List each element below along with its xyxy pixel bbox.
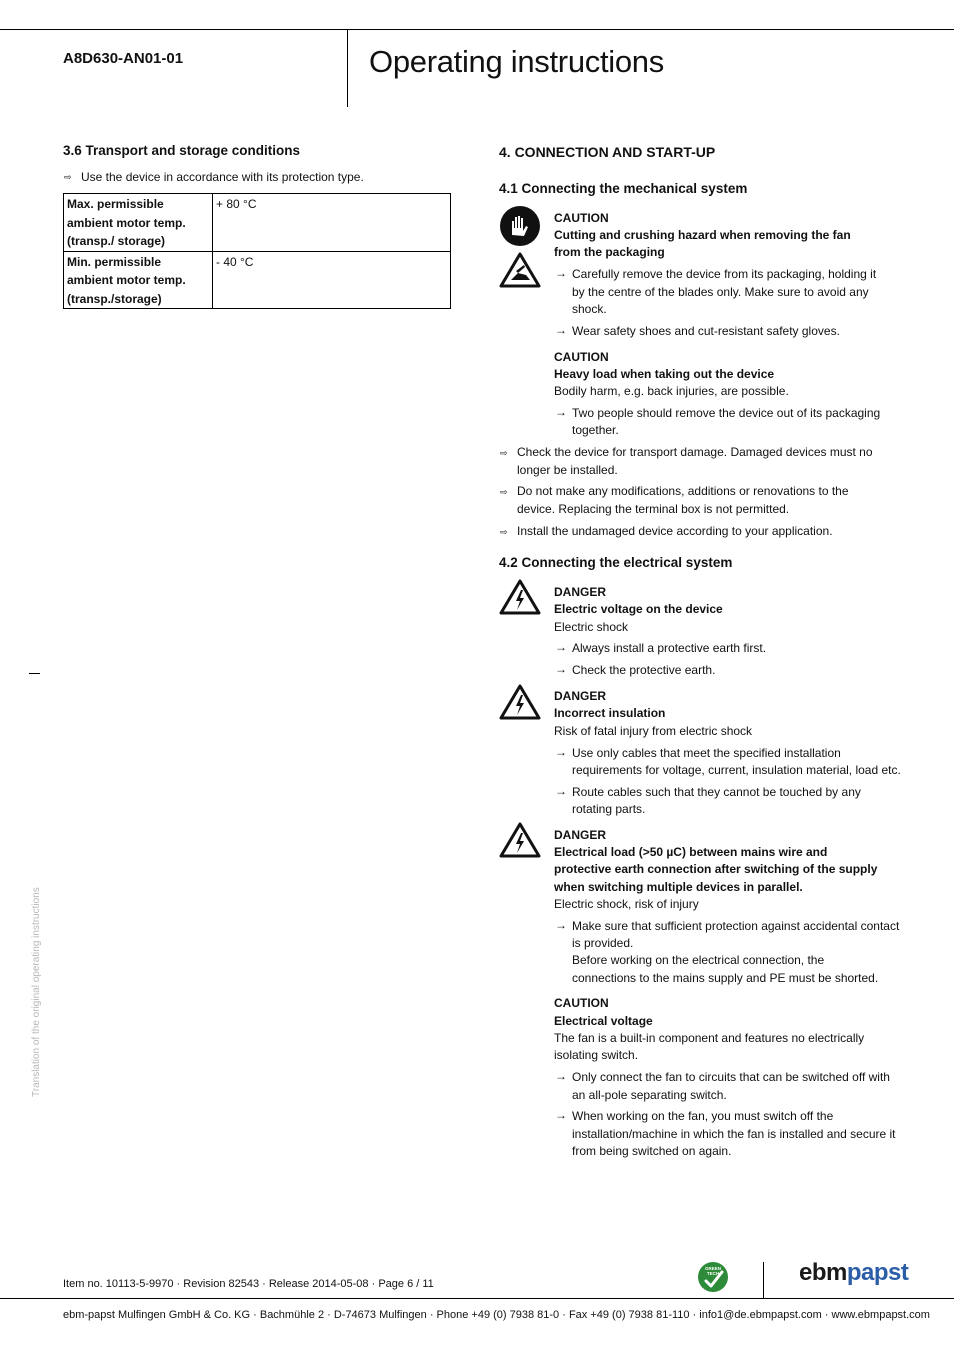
table-cell-label [64,194,213,252]
label-line: ambient motor temp. [67,215,186,230]
caution-description: Bodily harm, e.g. back injuries, are possible. [554,384,789,398]
instruction-line: Only connect the fan to circuits that can be switched off with [572,1070,890,1084]
danger-subtitle: Electrical load (>50 µC) between mains wire and [554,845,828,859]
bullet-arrow-icon: ⇨ [500,527,508,537]
danger-description: Electric shock, risk of injury [554,897,699,911]
danger-title: DANGER [554,828,607,842]
instruction-line: installation/machine in which the fan is installed and secure it [572,1127,896,1141]
arrow-icon: → [555,323,567,337]
instruction-line: rotating parts. [572,802,646,816]
instruction-line: an all-pole separating switch. [572,1088,727,1102]
instruction-line: Carefully remove the device from its packaging, holding it [572,267,877,281]
section-heading-transport: 3.6 Transport and storage conditions [63,143,301,158]
caution-description: isolating switch. [554,1048,639,1062]
caution-description: The fan is a built-in component and features no electrically [554,1031,865,1045]
table-cell-label [64,251,213,309]
table-cell-value: - 40 °C [213,251,451,309]
caution-title: CAUTION [554,211,609,225]
header-divider [347,29,348,107]
arrow-icon: → [555,640,567,654]
logo-divider [763,1262,764,1298]
subheading-electrical: 4.2 Connecting the electrical system [499,555,733,570]
high-voltage-icon [499,578,541,619]
arrow-icon: → [555,405,567,419]
instruction-line: shock. [572,302,607,316]
arrow-icon: → [555,1108,567,1122]
bullet-line: Check the device for transport damage. Damaged devices must no [517,445,873,459]
instruction-line: from being switched on again. [572,1144,732,1158]
subheading-mechanical: 4.1 Connecting the mechanical system [499,181,748,196]
header-top-rule [0,29,954,30]
page-title: Operating instructions [369,44,664,79]
danger-subtitle: Incorrect insulation [554,706,666,720]
logo-ebm: ebm [799,1259,847,1286]
bullet-line: longer be installed. [517,463,618,477]
instruction-line: by the centre of the blades only. Make sure to avoid any [572,285,869,299]
label-line: (transp./ storage) [67,234,166,248]
instruction-line: Use only cables that meet the specified installation [572,746,841,760]
caution-subtitle: from the packaging [554,245,665,259]
instruction-line: requirements for voltage, current, insulation material, load etc. [572,763,901,777]
fold-mark [29,673,40,674]
table-cell-value: + 80 °C [213,194,451,252]
instruction-line: together. [572,423,619,437]
caution-subtitle: Cutting and crushing hazard when removing the fan [554,228,851,242]
high-voltage-icon [499,821,541,862]
bullet-text: Use the device in accordance with its protection type. [81,170,364,184]
danger-title: DANGER [554,585,607,599]
caution-title: CAUTION [554,996,609,1010]
danger-subtitle: Electric voltage on the device [554,602,723,616]
arrow-icon: → [555,662,567,676]
instruction-line: Make sure that sufficient protection against accidental contact [572,919,900,933]
bullet-line: Install the undamaged device according to your application. [517,524,833,538]
instruction-line: is provided. [572,936,634,950]
greentech-text: GREEN [704,1266,722,1271]
arrow-icon: → [555,266,567,280]
section-heading-connection: 4. CONNECTION AND START-UP [499,144,716,160]
danger-subtitle: protective earth connection after switching of the supply [554,862,878,876]
instruction-line: connections to the mains supply and PE must be shorted. [572,971,879,985]
document-id: A8D630-AN01-01 [63,50,184,67]
instruction-line: Route cables such that they cannot be touched by any [572,785,861,799]
instruction-line: Two people should remove the device out of its packaging [572,406,881,420]
caution-title: CAUTION [554,350,609,364]
ebmpapst-logo [799,1259,908,1287]
instruction-line: Before working on the electrical connection, the [572,953,825,967]
danger-subtitle: when switching multiple devices in parallel. [554,880,803,894]
caution-subtitle: Electrical voltage [554,1014,653,1028]
bullet-line: Do not make any modifications, additions or renovations to the [517,484,849,498]
label-line: Max. permissible [67,197,164,211]
bullet-arrow-icon: ⇨ [500,448,508,458]
bullet-line: device. Replacing the terminal box is not permitted. [517,502,790,516]
arrow-icon: → [555,1069,567,1083]
bullet-arrow-icon: ⇨ [500,487,508,497]
caution-subtitle: Heavy load when taking out the device [554,367,775,381]
arrow-icon: → [555,918,567,932]
greentech-logo [697,1261,729,1296]
label-line: (transp./storage) [67,291,162,306]
footer-company-info: ebm-papst Mulfingen GmbH & Co. KG · Bachmühle 2 · D-74673 Mulfingen · Phone +49 (0) 7938 81-0 · Fax +49 (0) 7938 81-110 · info1@de.ebmpapst.com · www.ebmpapst.com [63,1309,930,1321]
greentech-text: TECH [706,1271,720,1276]
danger-title: DANGER [554,689,607,703]
spec-table [63,193,451,309]
label-line: ambient motor temp. [67,273,186,287]
cut-hazard-icon [499,251,541,292]
arrow-icon: → [555,784,567,798]
instruction-line: Always install a protective earth first. [572,641,767,655]
gloves-icon [499,205,541,250]
instruction-line: Check the protective earth. [572,663,716,677]
logo-papst: papst [846,1259,909,1286]
label-line: Min. permissible [67,254,162,269]
footer-rule [0,1298,954,1299]
arrow-icon: → [555,745,567,759]
instruction-line: When working on the fan, you must switch off the [572,1109,834,1123]
side-note: Translation of the original operating instructions [31,887,42,1097]
footer-item-info: Item no. 10113-5-9970 · Revision 82543 · Release 2014-05-08 · Page 6 / 11 [63,1278,434,1290]
bullet-arrow-icon: ⇨ [64,172,72,182]
table-row [64,194,451,252]
danger-description: Risk of fatal injury from electric shock [554,724,753,738]
danger-description: Electric shock [554,620,629,634]
table-row [64,251,451,309]
high-voltage-icon [499,683,541,724]
instruction-line: Wear safety shoes and cut-resistant safety gloves. [572,324,840,338]
